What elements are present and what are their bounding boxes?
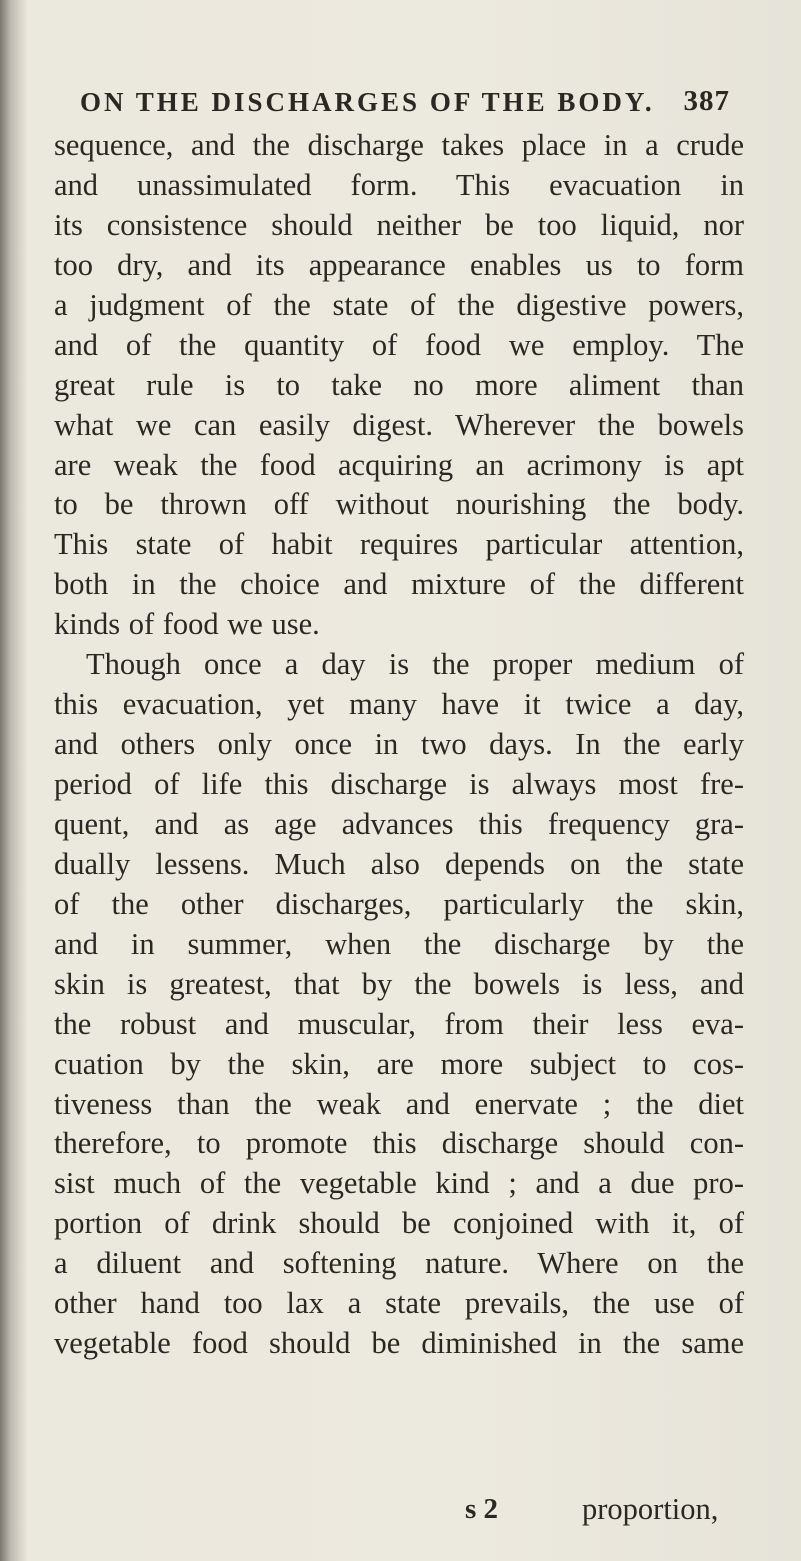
text-line: portion of drink should be conjoined with it, of (54, 1206, 744, 1241)
text-line: both in the choice and mixture of the different (54, 567, 744, 602)
text-line: to be thrown off without nourishing the body. (54, 487, 744, 522)
text-line: dually lessens. Much also depends on the state (54, 846, 744, 881)
text-line: and in summer, when the discharge by the (54, 926, 744, 961)
text-line: period of life this discharge is always most fre- (54, 767, 744, 801)
text-line: tiveness than the weak and enervate ; the diet (54, 1086, 744, 1121)
text-line: sequence, and the discharge takes place in a crude (54, 128, 744, 162)
text-line: this evacuation, yet many have it twice a day, (54, 687, 744, 722)
text-line: a diluent and softening nature. Where on the (54, 1246, 744, 1281)
text-line: and unassimulated form. This evacuation in (54, 167, 744, 202)
text-line: its consistence should neither be too liquid, nor (54, 207, 744, 242)
signature-mark: s 2 (465, 1493, 499, 1525)
body-text (54, 126, 744, 1364)
text-line: and of the quantity of food we employ. The (54, 327, 744, 362)
text-line: skin is greatest, that by the bowels is less, and (54, 966, 744, 1001)
text-line: quent, and as age advances this frequency gra- (54, 806, 744, 841)
page-number: 387 (683, 85, 730, 117)
text-line: are weak the food acquiring an acrimony is apt (54, 447, 744, 482)
running-title: ON THE DISCHARGES OF THE BODY. (80, 87, 655, 117)
paragraph-end-line: kinds of food we use. (54, 607, 320, 642)
text-line: of the other discharges, particularly the skin, (54, 886, 744, 921)
text-line: vegetable food should be diminished in the same (54, 1326, 744, 1361)
running-head (80, 74, 730, 118)
text-line: the robust and muscular, from their less eva- (54, 1006, 744, 1041)
text-line: and others only once in two days. In the early (54, 727, 744, 762)
page-footer (0, 1489, 801, 1529)
paragraph-start-line: Though once a day is the proper medium of (86, 647, 744, 682)
text-line: great rule is to take no more aliment than (54, 367, 744, 402)
catchword: proportion, (582, 1492, 719, 1526)
text-line: cuation by the skin, are more subject to cos- (54, 1046, 744, 1081)
text-line: what we can easily digest. Wherever the bowels (54, 407, 744, 442)
spine-shadow (0, 0, 28, 1561)
text-line: This state of habit requires particular attention, (54, 527, 744, 562)
text-line: too dry, and its appearance enables us to form (54, 247, 744, 282)
text-line: other hand too lax a state prevails, the use of (54, 1286, 744, 1321)
text-line: sist much of the vegetable kind ; and a due pro- (54, 1166, 744, 1201)
text-line: a judgment of the state of the digestive powers, (54, 287, 744, 322)
text-line: therefore, to promote this discharge should con- (54, 1126, 744, 1161)
